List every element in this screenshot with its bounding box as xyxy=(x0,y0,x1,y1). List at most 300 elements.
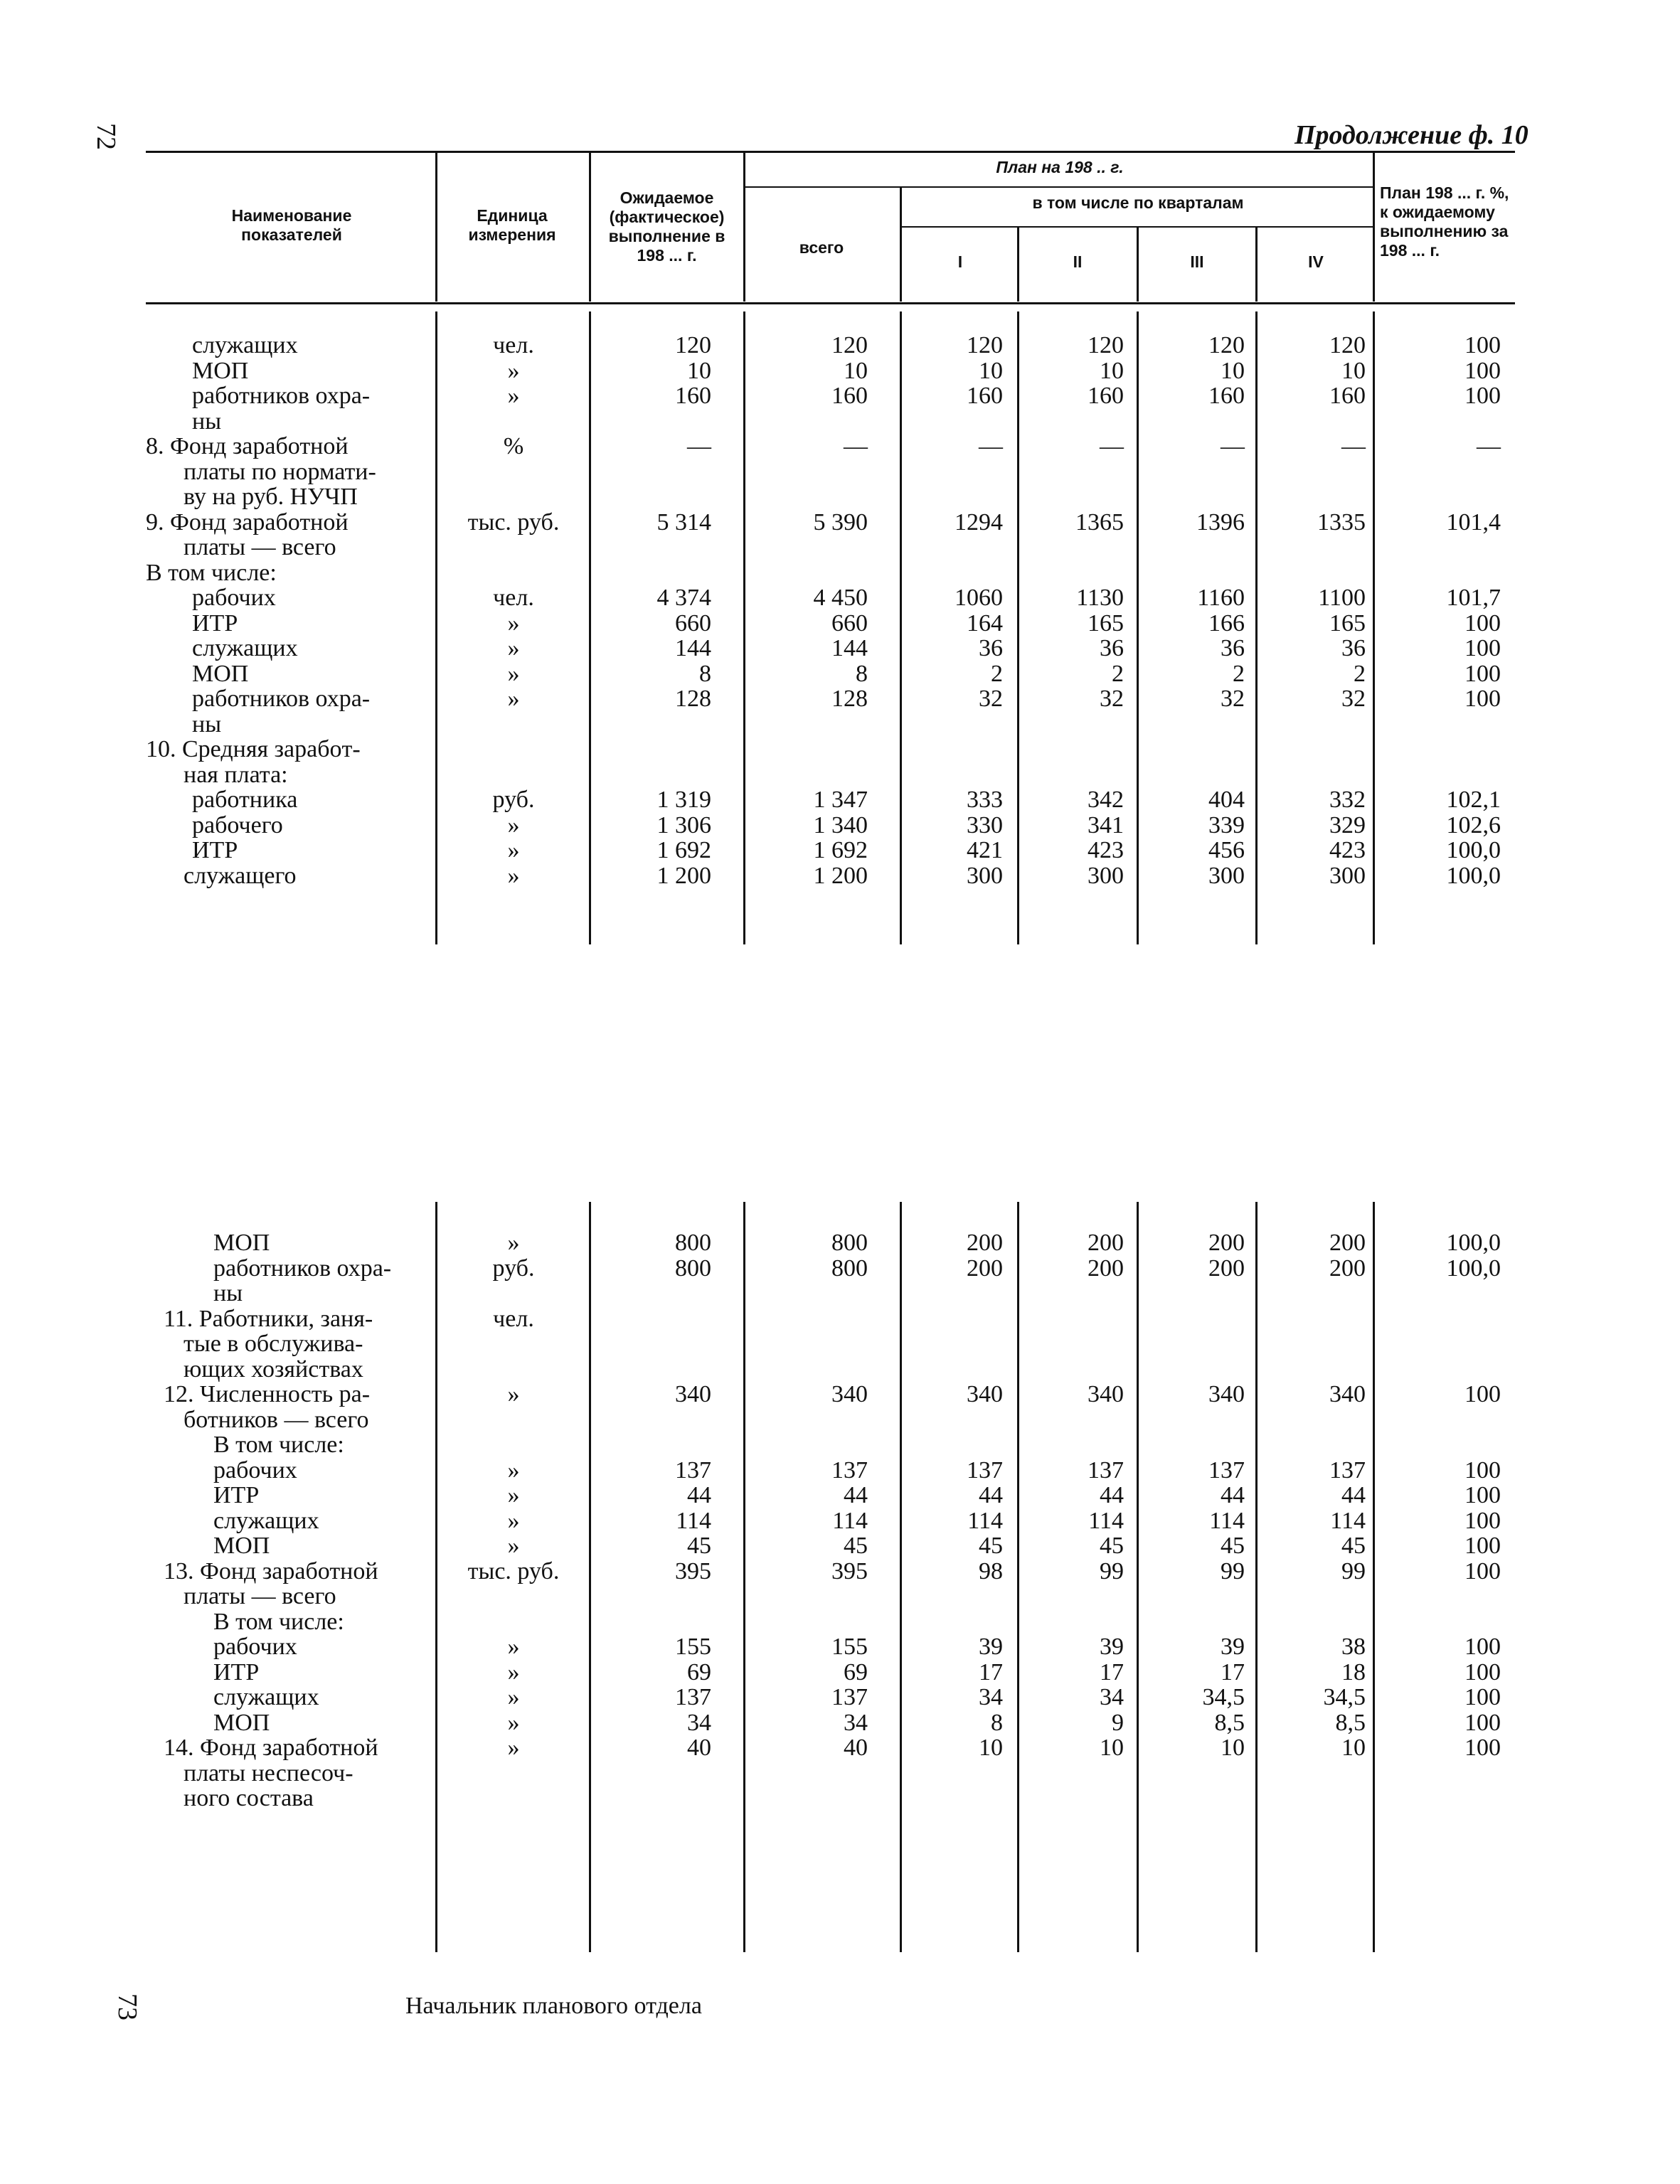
row-q1: 160 xyxy=(967,383,1003,409)
row-unit: » xyxy=(507,1658,520,1685)
row-expected: — xyxy=(687,433,711,459)
left-page-number: 72 xyxy=(91,123,121,150)
row-percent: 101,4 xyxy=(1446,508,1501,536)
row-q1: 36 xyxy=(979,635,1003,661)
table-row xyxy=(0,383,1680,409)
row-name: 13. Фонд заработной xyxy=(164,1557,378,1584)
table-row xyxy=(0,686,1680,712)
header-vline xyxy=(1017,228,1019,302)
row-unit: » xyxy=(507,1634,520,1660)
row-q3: 10 xyxy=(1221,1735,1245,1761)
row-q1: — xyxy=(979,433,1003,459)
table-row xyxy=(0,1508,1680,1534)
row-percent: 100 xyxy=(1464,1684,1501,1710)
row-name: платы по нормати- xyxy=(184,458,376,485)
row-q3: 1396 xyxy=(1196,508,1245,536)
table-row xyxy=(0,1281,1680,1306)
row-q2: 9 xyxy=(1112,1709,1124,1736)
row-name: ИТР xyxy=(213,1482,260,1508)
row-q3: 339 xyxy=(1208,811,1245,838)
row-name: рабочих xyxy=(213,1456,297,1483)
row-q2: 1130 xyxy=(1076,585,1124,611)
row-q4: 340 xyxy=(1329,1381,1366,1407)
row-q3: — xyxy=(1221,433,1245,459)
row-q4: 137 xyxy=(1329,1456,1366,1483)
row-percent: 100 xyxy=(1464,660,1501,687)
table-row xyxy=(0,737,1680,762)
table-row xyxy=(0,787,1680,813)
table-row xyxy=(0,484,1680,510)
table-row xyxy=(0,712,1680,737)
row-q4: 120 xyxy=(1329,332,1366,358)
row-q3: 8,5 xyxy=(1214,1709,1245,1736)
row-q1: 45 xyxy=(979,1533,1003,1559)
row-name: ву на руб. НУЧП xyxy=(184,484,358,510)
row-percent: 100 xyxy=(1464,1482,1501,1508)
row-q1: 32 xyxy=(979,686,1003,712)
row-name: МОП xyxy=(192,660,249,687)
row-expected: 1 200 xyxy=(656,862,711,889)
table-row xyxy=(0,762,1680,788)
row-name: служащего xyxy=(184,862,297,889)
row-q1: 421 xyxy=(967,837,1003,863)
row-plan-total: 800 xyxy=(831,1230,868,1256)
row-q3: 120 xyxy=(1208,332,1245,358)
row-q4: 8,5 xyxy=(1335,1709,1366,1736)
table-row xyxy=(0,1432,1680,1458)
table-row xyxy=(0,1357,1680,1383)
row-q2: 2 xyxy=(1112,660,1124,687)
row-plan-total: 1 200 xyxy=(813,862,868,889)
row-q4: 99 xyxy=(1341,1557,1366,1584)
row-name: ИТР xyxy=(192,609,238,636)
row-unit: » xyxy=(507,1230,520,1256)
row-unit: чел. xyxy=(493,585,534,611)
row-expected: 120 xyxy=(675,332,711,358)
row-q2: 36 xyxy=(1100,635,1124,661)
row-plan-total: 660 xyxy=(831,609,868,636)
row-q1: 120 xyxy=(967,332,1003,358)
row-unit: тыс. руб. xyxy=(467,1557,560,1584)
row-expected: 44 xyxy=(687,1482,711,1508)
row-percent: 100 xyxy=(1464,1456,1501,1483)
row-expected: 660 xyxy=(675,609,711,636)
row-unit: » xyxy=(507,383,520,409)
row-q2: 99 xyxy=(1100,1557,1124,1584)
row-name: рабочих xyxy=(192,585,276,611)
row-expected: 155 xyxy=(675,1634,711,1660)
row-plan-total: 395 xyxy=(831,1557,868,1584)
row-expected: 128 xyxy=(675,686,711,712)
table-row xyxy=(0,863,1680,889)
row-q3: 99 xyxy=(1221,1557,1245,1584)
row-q3: 39 xyxy=(1221,1634,1245,1660)
row-expected: 34 xyxy=(687,1709,711,1736)
row-percent: 100 xyxy=(1464,357,1501,384)
row-plan-total: 144 xyxy=(831,635,868,661)
continuation-label: Продолжение ф. 10 xyxy=(1294,120,1529,150)
row-expected: 395 xyxy=(675,1557,711,1584)
row-name: ботников — всего xyxy=(184,1406,369,1433)
table-row xyxy=(0,1306,1680,1332)
row-q2: 114 xyxy=(1088,1507,1124,1534)
row-q3: 160 xyxy=(1208,383,1245,409)
row-name: служащих xyxy=(192,635,298,661)
row-expected: 45 xyxy=(687,1533,711,1559)
row-name: ного состава xyxy=(184,1785,314,1811)
row-q2: 10 xyxy=(1100,1735,1124,1761)
row-name: ИТР xyxy=(213,1658,260,1685)
table-row xyxy=(0,661,1680,687)
row-q2: 200 xyxy=(1088,1230,1124,1256)
table-row xyxy=(0,1533,1680,1559)
row-percent: 100 xyxy=(1464,635,1501,661)
row-expected: 1 692 xyxy=(656,837,711,863)
row-plan-total: 69 xyxy=(844,1658,868,1685)
row-q3: 45 xyxy=(1221,1533,1245,1559)
row-percent: 100 xyxy=(1464,1507,1501,1534)
row-q3: 44 xyxy=(1221,1482,1245,1508)
row-name: работников охра- xyxy=(192,383,371,409)
row-unit: » xyxy=(507,686,520,712)
header-total-col: всего xyxy=(799,238,844,257)
row-percent: 100 xyxy=(1464,383,1501,409)
row-unit: » xyxy=(507,1684,520,1710)
row-unit: тыс. руб. xyxy=(467,508,560,536)
row-unit: » xyxy=(507,1507,520,1534)
table-row xyxy=(0,611,1680,636)
row-q4: 38 xyxy=(1341,1634,1366,1660)
table-row xyxy=(0,510,1680,536)
header-percent-col: План 198 ... г. %, к ожидаемому выполнению за 198 ... г. xyxy=(1380,183,1509,260)
row-q1: 10 xyxy=(979,1735,1003,1761)
row-q3: 36 xyxy=(1221,635,1245,661)
table-row xyxy=(0,1735,1680,1761)
header-q3: III xyxy=(1190,252,1204,271)
table-row xyxy=(0,459,1680,485)
row-expected: 800 xyxy=(675,1255,711,1282)
row-name: тые в обслужива- xyxy=(184,1331,363,1357)
table-row xyxy=(0,838,1680,863)
row-plan-total: 44 xyxy=(844,1482,868,1508)
row-q3: 200 xyxy=(1208,1230,1245,1256)
row-q2: 300 xyxy=(1088,862,1124,889)
header-unit-col: Единица измерения xyxy=(468,206,556,244)
row-unit: чел. xyxy=(493,332,534,358)
row-name: МОП xyxy=(213,1230,270,1256)
header-quarters-group: в том числе по кварталам xyxy=(1032,193,1244,212)
row-name: ная плата: xyxy=(184,761,288,788)
row-unit: » xyxy=(507,609,520,636)
row-q4: 34,5 xyxy=(1323,1684,1366,1710)
row-plan-total: 1 692 xyxy=(813,837,868,863)
row-expected: 8 xyxy=(699,660,711,687)
table-row xyxy=(0,1609,1680,1635)
row-q3: 404 xyxy=(1208,787,1245,813)
row-percent: 100 xyxy=(1464,1557,1501,1584)
row-name: ны xyxy=(213,1280,243,1306)
row-unit: » xyxy=(507,1381,520,1407)
row-name: В том числе: xyxy=(146,559,277,586)
row-expected: 137 xyxy=(675,1456,711,1483)
header-vline xyxy=(589,152,591,302)
row-expected: 144 xyxy=(675,635,711,661)
header-top-rule xyxy=(146,151,1515,153)
row-name: МОП xyxy=(213,1709,270,1736)
row-percent: 100 xyxy=(1464,1735,1501,1761)
row-q1: 330 xyxy=(967,811,1003,838)
header-vline xyxy=(1373,152,1375,302)
row-q4: 423 xyxy=(1329,837,1366,863)
plan-group-rule xyxy=(743,186,1373,188)
row-name: работников охра- xyxy=(192,686,371,712)
row-percent: — xyxy=(1477,433,1501,459)
row-plan-total: 1 347 xyxy=(813,787,868,813)
row-q4: 10 xyxy=(1341,357,1366,384)
row-name: платы неспесоч- xyxy=(184,1759,353,1786)
row-plan-total: 137 xyxy=(831,1684,868,1710)
row-unit: » xyxy=(507,1482,520,1508)
table-row xyxy=(0,1710,1680,1736)
row-q3: 2 xyxy=(1233,660,1245,687)
row-q4: 200 xyxy=(1329,1230,1366,1256)
row-q4: — xyxy=(1341,433,1366,459)
row-name: ны xyxy=(192,710,222,737)
row-name: работников охра- xyxy=(213,1255,392,1282)
table-row xyxy=(0,1458,1680,1483)
row-q2: 32 xyxy=(1100,686,1124,712)
row-q4: 200 xyxy=(1329,1255,1366,1282)
row-q3: 456 xyxy=(1208,837,1245,863)
table-row xyxy=(0,1761,1680,1786)
row-unit: » xyxy=(507,1735,520,1761)
row-percent: 100 xyxy=(1464,1709,1501,1736)
row-q2: 137 xyxy=(1088,1456,1124,1483)
row-unit: » xyxy=(507,357,520,384)
row-q3: 300 xyxy=(1208,862,1245,889)
row-q1: 340 xyxy=(967,1381,1003,1407)
row-percent: 100 xyxy=(1464,609,1501,636)
row-plan-total: 155 xyxy=(831,1634,868,1660)
row-unit: чел. xyxy=(493,1305,534,1332)
row-q1: 300 xyxy=(967,862,1003,889)
row-expected: 1 319 xyxy=(656,787,711,813)
row-plan-total: 137 xyxy=(831,1456,868,1483)
row-q4: 1100 xyxy=(1318,585,1366,611)
row-q4: 18 xyxy=(1341,1658,1366,1685)
right-page-number: 73 xyxy=(112,1993,142,2020)
row-q2: 45 xyxy=(1100,1533,1124,1559)
row-name: В том числе: xyxy=(213,1432,344,1458)
table-row xyxy=(0,1230,1680,1256)
row-plan-total: 4 450 xyxy=(813,585,868,611)
row-plan-total: — xyxy=(844,433,868,459)
table-row xyxy=(0,1660,1680,1685)
table-row xyxy=(0,1584,1680,1609)
row-unit: » xyxy=(507,837,520,863)
row-unit: руб. xyxy=(492,1255,535,1282)
row-percent: 100,0 xyxy=(1446,1230,1501,1256)
row-plan-total: 340 xyxy=(831,1381,868,1407)
row-expected: 137 xyxy=(675,1684,711,1710)
row-plan-total: 160 xyxy=(831,383,868,409)
row-name: 14. Фонд заработной xyxy=(164,1735,378,1761)
row-name: работника xyxy=(192,787,298,813)
row-unit: » xyxy=(507,1456,520,1483)
row-percent: 100 xyxy=(1464,1381,1501,1407)
row-expected: 114 xyxy=(676,1507,711,1534)
header-vline xyxy=(743,152,745,302)
table-row xyxy=(0,813,1680,838)
row-q2: 160 xyxy=(1088,383,1124,409)
row-expected: 4 374 xyxy=(656,585,711,611)
row-q2: 200 xyxy=(1088,1255,1124,1282)
row-name: ны xyxy=(192,407,222,435)
table-row xyxy=(0,1559,1680,1584)
row-q2: 165 xyxy=(1088,609,1124,636)
table-row xyxy=(0,560,1680,586)
row-percent: 100 xyxy=(1464,332,1501,358)
row-expected: 69 xyxy=(687,1658,711,1685)
row-percent: 101,7 xyxy=(1446,585,1501,611)
row-name: 12. Численность ра- xyxy=(164,1381,371,1407)
row-q1: 200 xyxy=(967,1230,1003,1256)
row-name: МОП xyxy=(192,357,249,384)
row-name: 10. Средняя зарабoт- xyxy=(146,736,361,762)
row-percent: 102,1 xyxy=(1446,787,1501,813)
table-row xyxy=(0,333,1680,358)
table-row xyxy=(0,1483,1680,1508)
table-row xyxy=(0,1786,1680,1811)
row-plan-total: 34 xyxy=(844,1709,868,1736)
row-q1: 17 xyxy=(979,1658,1003,1685)
row-unit: » xyxy=(507,1709,520,1736)
header-q2: II xyxy=(1073,252,1083,271)
table-row xyxy=(0,409,1680,435)
row-q2: 423 xyxy=(1088,837,1124,863)
row-unit: » xyxy=(507,660,520,687)
row-percent: 100 xyxy=(1464,686,1501,712)
header-name-col: Наименование показателей xyxy=(231,206,352,244)
row-q2: — xyxy=(1100,433,1124,459)
row-name: В том числе: xyxy=(213,1608,344,1635)
row-q2: 34 xyxy=(1100,1684,1124,1710)
header-expected-col: Ожидаемое (фактическое) выполнение в 198 ... г. xyxy=(608,188,725,265)
row-percent: 100 xyxy=(1464,1533,1501,1559)
table-row xyxy=(0,585,1680,611)
row-q1: 34 xyxy=(979,1684,1003,1710)
row-q2: 39 xyxy=(1100,1634,1124,1660)
row-name: служащих xyxy=(213,1507,319,1534)
row-q4: 300 xyxy=(1329,862,1366,889)
row-name: ИТР xyxy=(192,837,238,863)
row-unit: % xyxy=(503,433,524,459)
row-plan-total: 10 xyxy=(844,357,868,384)
row-q3: 10 xyxy=(1221,357,1245,384)
row-name: платы — всего xyxy=(184,534,336,560)
row-q2: 342 xyxy=(1088,787,1124,813)
row-q3: 166 xyxy=(1208,609,1245,636)
row-q1: 1060 xyxy=(955,585,1003,611)
row-plan-total: 800 xyxy=(831,1255,868,1282)
header-vline xyxy=(900,188,902,302)
table-row xyxy=(0,1331,1680,1357)
row-plan-total: 8 xyxy=(856,660,868,687)
row-q4: 2 xyxy=(1354,660,1366,687)
table-row xyxy=(0,1256,1680,1282)
row-plan-total: 1 340 xyxy=(813,811,868,838)
row-q3: 200 xyxy=(1208,1255,1245,1282)
row-q3: 340 xyxy=(1208,1381,1245,1407)
row-q1: 200 xyxy=(967,1255,1003,1282)
table-row xyxy=(0,434,1680,459)
row-name: МОП xyxy=(213,1533,270,1559)
row-plan-total: 40 xyxy=(844,1735,868,1761)
row-q2: 10 xyxy=(1100,357,1124,384)
row-plan-total: 45 xyxy=(844,1533,868,1559)
row-q2: 120 xyxy=(1088,332,1124,358)
table-row xyxy=(0,1634,1680,1660)
row-name: служащих xyxy=(213,1684,319,1710)
row-unit: » xyxy=(507,862,520,889)
table-row xyxy=(0,1382,1680,1407)
table-row xyxy=(0,636,1680,661)
row-q2: 1365 xyxy=(1075,508,1124,536)
row-expected: 340 xyxy=(675,1381,711,1407)
row-expected: 800 xyxy=(675,1230,711,1256)
row-q1: 333 xyxy=(967,787,1003,813)
row-unit: руб. xyxy=(492,787,535,813)
row-name: 11. Работники, заня- xyxy=(164,1305,373,1332)
row-q1: 8 xyxy=(991,1709,1003,1736)
row-q1: 1294 xyxy=(955,508,1003,536)
row-percent: 100,0 xyxy=(1446,1255,1501,1282)
row-q3: 114 xyxy=(1209,1507,1245,1534)
row-q1: 2 xyxy=(991,660,1003,687)
row-q1: 10 xyxy=(979,357,1003,384)
row-percent: 100 xyxy=(1464,1634,1501,1660)
header-bottom-rule xyxy=(146,302,1515,304)
row-q2: 44 xyxy=(1100,1482,1124,1508)
row-q4: 10 xyxy=(1341,1735,1366,1761)
row-q4: 332 xyxy=(1329,787,1366,813)
row-expected: 5 314 xyxy=(656,508,711,536)
row-q2: 17 xyxy=(1100,1658,1124,1685)
row-q4: 32 xyxy=(1341,686,1366,712)
table-row xyxy=(0,1407,1680,1433)
row-q4: 165 xyxy=(1329,609,1366,636)
row-q4: 45 xyxy=(1341,1533,1366,1559)
header-q4: IV xyxy=(1308,252,1324,271)
row-percent: 100,0 xyxy=(1446,862,1501,889)
row-name: 8. Фонд заработной xyxy=(146,433,349,459)
row-q3: 137 xyxy=(1208,1456,1245,1483)
row-q4: 114 xyxy=(1330,1507,1366,1534)
table-row xyxy=(0,358,1680,384)
row-q4: 160 xyxy=(1329,383,1366,409)
row-q3: 34,5 xyxy=(1202,1684,1245,1710)
row-unit: » xyxy=(507,635,520,661)
row-expected: 40 xyxy=(687,1735,711,1761)
row-q4: 329 xyxy=(1329,811,1366,838)
table-row xyxy=(0,535,1680,560)
row-name: рабочего xyxy=(192,811,283,838)
row-plan-total: 5 390 xyxy=(813,508,868,536)
row-percent: 100 xyxy=(1464,1658,1501,1685)
row-name: ющих хозяйствах xyxy=(184,1355,363,1383)
row-plan-total: 114 xyxy=(832,1507,868,1534)
row-q3: 1160 xyxy=(1197,585,1245,611)
